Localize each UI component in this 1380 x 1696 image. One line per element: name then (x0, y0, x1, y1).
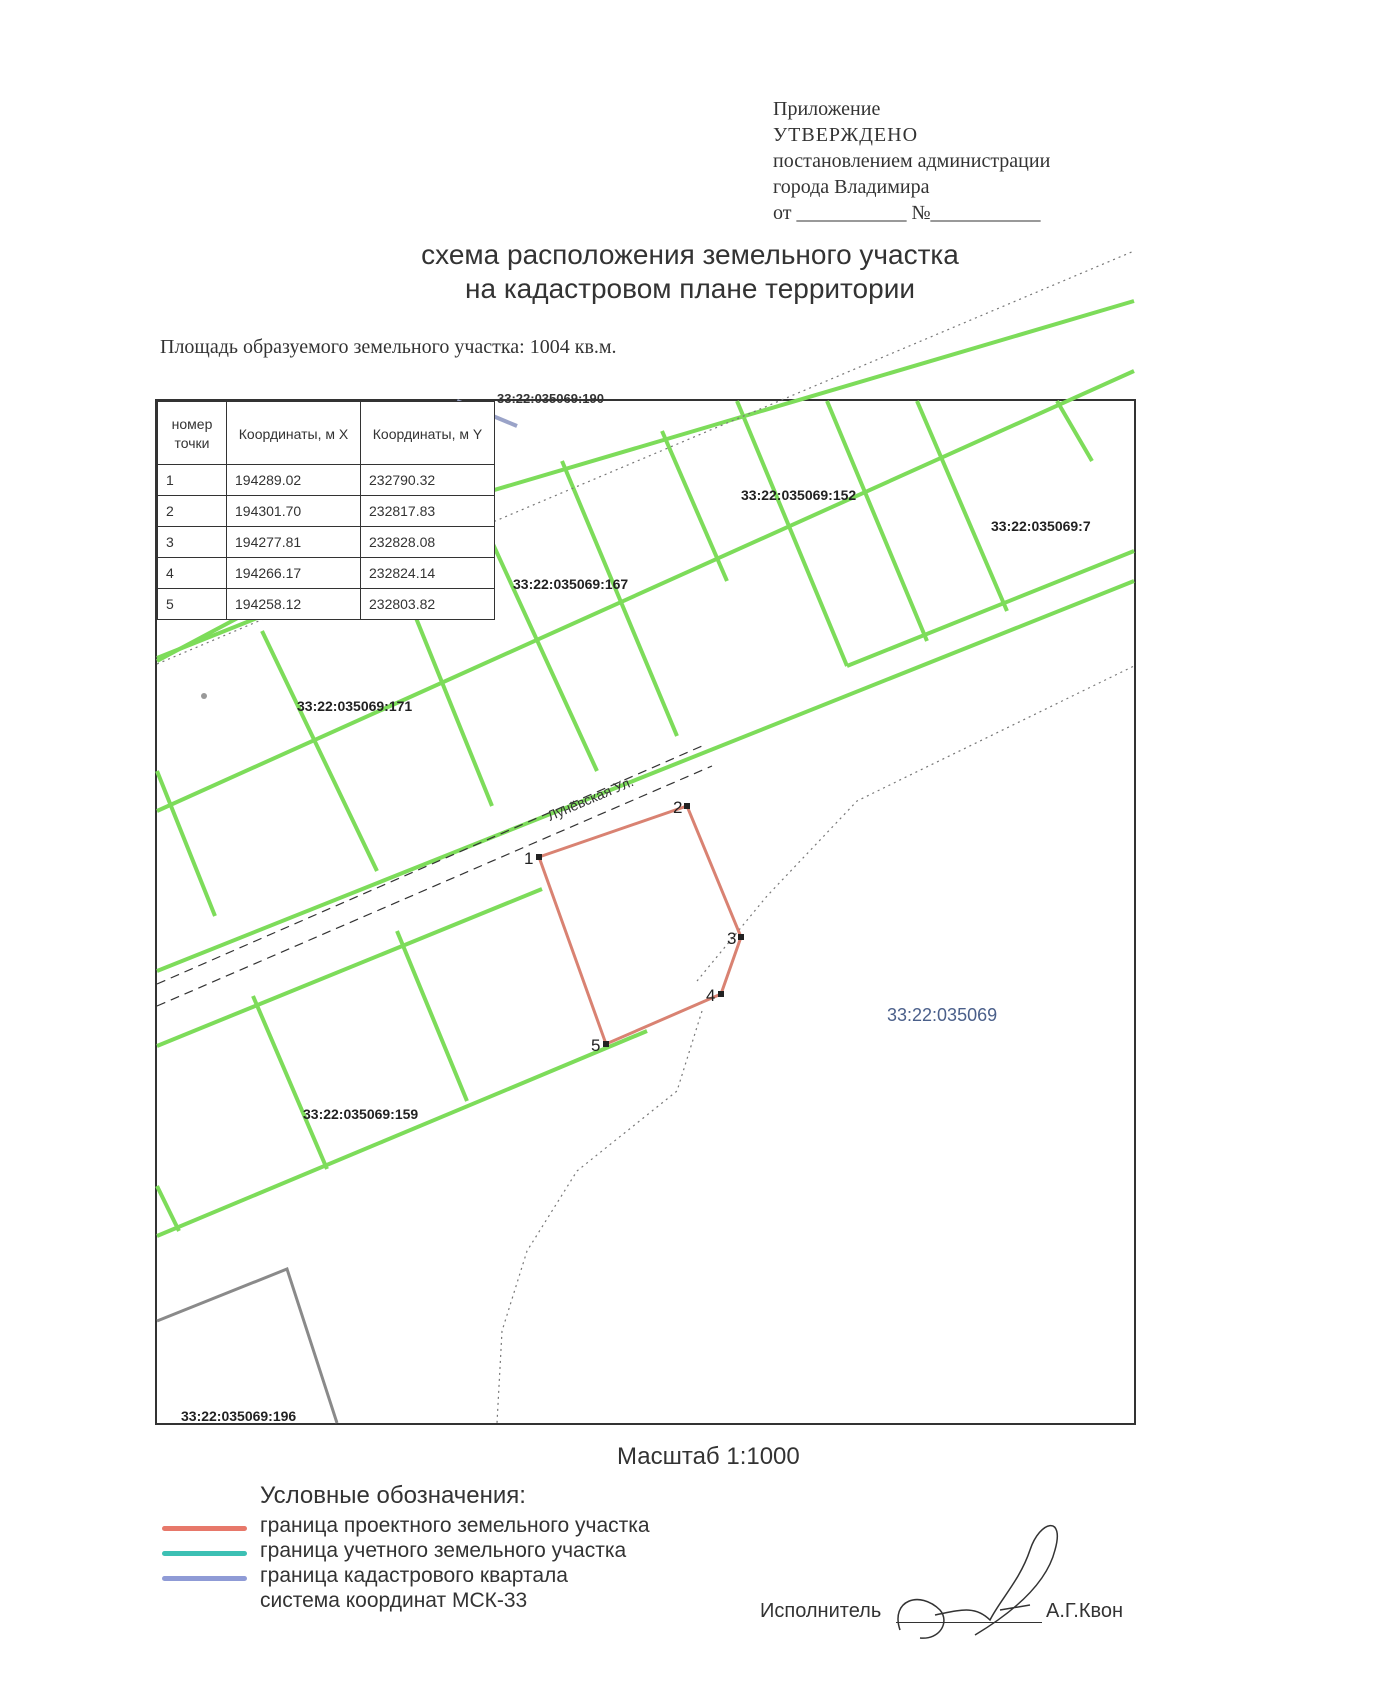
parcel-vertices (536, 803, 744, 1047)
top-partial-label: 33:22:035069:190 (497, 391, 604, 406)
cell-y: 232803.82 (361, 589, 495, 620)
legend-swatch-block (162, 1576, 247, 1581)
vertex-marker (684, 803, 690, 809)
cell-x: 194301.70 (227, 496, 361, 527)
parcel-label-196: 33:22:035069:196 (181, 1408, 297, 1424)
cell-y: 232817.83 (361, 496, 495, 527)
point-label-4: 4 (706, 986, 716, 1005)
parcel-line (157, 1031, 647, 1236)
title-line-2: на кадастровом плане территории (465, 273, 915, 304)
project-parcel-boundary (539, 806, 741, 1044)
cadastral-block-label: 33:22:035069 (887, 1005, 998, 1025)
signature-stroke (898, 1526, 1057, 1639)
point-label-2: 2 (673, 798, 683, 817)
cell-y: 232824.14 (361, 558, 495, 589)
header-y: Координаты, м Y (361, 402, 495, 465)
header-x: Координаты, м X (227, 402, 361, 465)
parcel-line (737, 401, 847, 666)
vertex-marker (603, 1041, 609, 1047)
parcel-line (662, 431, 727, 581)
table-row (158, 527, 495, 558)
parcel-line (1057, 401, 1092, 461)
cell-point: 1 (158, 465, 227, 496)
parcel-label-152: 33:22:035069:152 (741, 487, 857, 503)
approval-line-city: города Владимира (773, 176, 930, 198)
executor-label: Исполнитель (760, 1600, 882, 1622)
parcel-line (562, 461, 677, 736)
cell-x: 194289.02 (227, 465, 361, 496)
dotted-line (497, 1011, 702, 1423)
vertex-labels (524, 798, 736, 1055)
table-header-row (158, 402, 495, 465)
point-label-5: 5 (591, 1036, 601, 1055)
legend-swatch-registered (162, 1551, 247, 1556)
approval-line-approved: УТВЕРЖДЕНО (773, 124, 919, 146)
parcel-line (157, 1186, 179, 1231)
parcel-line (253, 996, 327, 1169)
cell-point: 2 (158, 496, 227, 527)
road-edge-line (157, 766, 712, 1006)
parcel-line (827, 401, 927, 641)
legend-label: граница кадастрового квартала (260, 1564, 568, 1587)
cell-y: 232790.32 (361, 465, 495, 496)
cell-point: 5 (158, 589, 227, 620)
cell-x: 194258.12 (227, 589, 361, 620)
vertex-marker (536, 854, 542, 860)
parcel-line (157, 581, 1134, 971)
table-row (158, 496, 495, 527)
approval-line-decree: постановлением администрации (773, 150, 1051, 172)
legend-swatch-project (162, 1526, 247, 1531)
cell-x: 194277.81 (227, 527, 361, 558)
parcel-line (262, 631, 377, 871)
point-label-1: 1 (524, 849, 534, 868)
cell-x: 194266.17 (227, 558, 361, 589)
table-row (158, 558, 495, 589)
legend-title: Условные обозначения: (260, 1482, 526, 1509)
parcel-label-7: 33:22:035069:7 (991, 518, 1091, 534)
parcel-line (487, 531, 597, 771)
legend-label: система координат МСК-33 (260, 1589, 528, 1612)
legend-label: граница проектного земельного участка (260, 1514, 650, 1537)
cell-point: 3 (158, 527, 227, 558)
header-point-number: номер точки (158, 402, 227, 465)
approval-line-appendix: Приложение (773, 98, 881, 120)
parcel-label-167: 33:22:035069:167 (513, 576, 629, 592)
parcel-196-boundary (157, 1269, 337, 1423)
parcel-line (157, 771, 215, 916)
approval-block (773, 96, 1050, 226)
approval-line-date-number: от ___________ №___________ (773, 202, 1041, 224)
cell-point: 4 (158, 558, 227, 589)
street-label: Лунёвская Ул. (544, 773, 636, 824)
vertex-marker (738, 934, 744, 940)
parcel-label-159: 33:22:035069:159 (303, 1106, 419, 1122)
map-dot (201, 693, 207, 699)
table-row (158, 465, 495, 496)
legend-label: граница учетного земельного участка (260, 1539, 627, 1562)
cadastral-map (155, 391, 1136, 1425)
coordinates-table (157, 401, 495, 620)
title-line-1: схема расположения земельного участка (421, 239, 959, 270)
parcel-labels (181, 487, 1091, 1424)
executor-name: А.Г.Квон (1046, 1600, 1124, 1622)
dotted-line (697, 666, 1134, 981)
parcel-label-171: 33:22:035069:171 (297, 698, 413, 714)
scale-text: Масштаб 1:1000 (617, 1443, 800, 1470)
cell-y: 232828.08 (361, 527, 495, 558)
area-text: Площадь образуемого земельного участка: 1004 кв.м. (160, 336, 617, 358)
vertex-marker (718, 991, 724, 997)
page-title (0, 238, 1380, 306)
table-row (158, 589, 495, 620)
signature-mark (880, 1510, 1080, 1650)
point-label-3: 3 (727, 929, 737, 948)
parcel-line (397, 931, 467, 1101)
